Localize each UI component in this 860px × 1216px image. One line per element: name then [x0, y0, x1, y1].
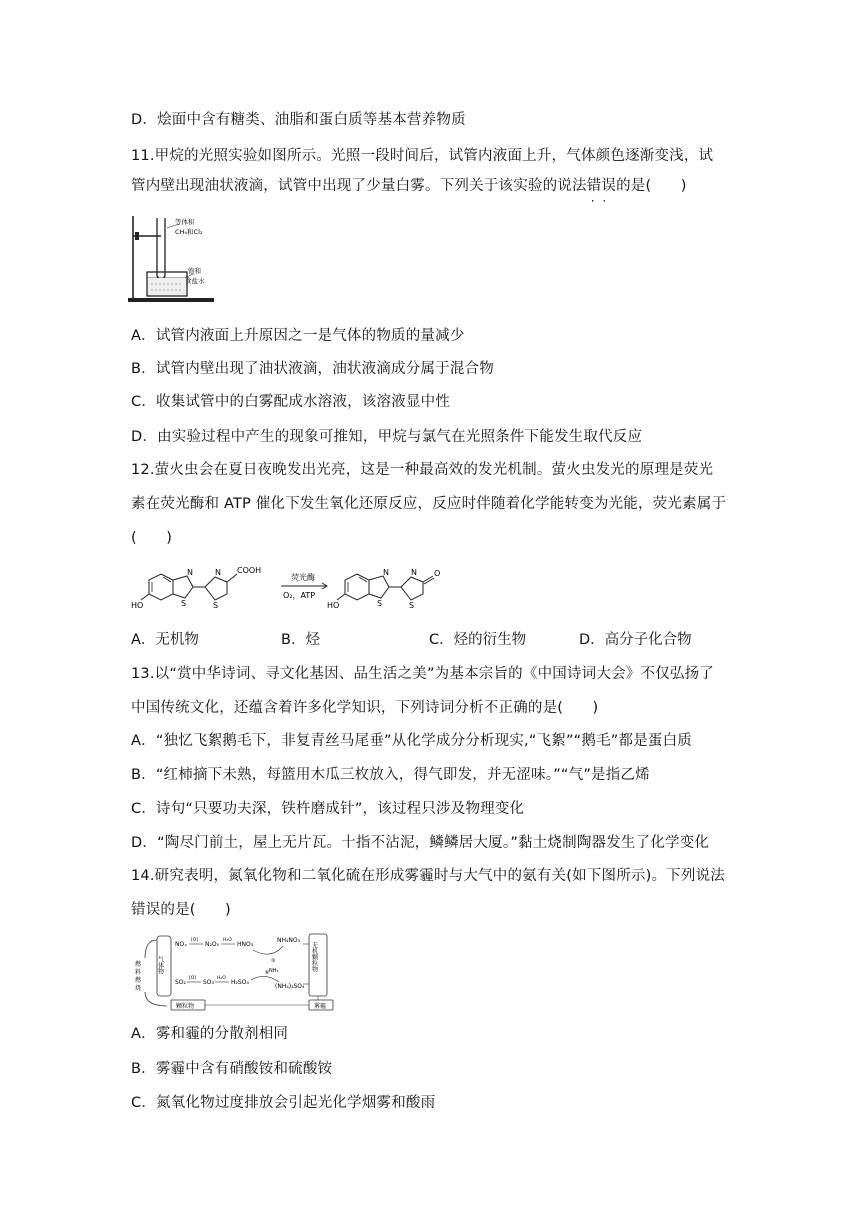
q14-option-b: B．雾霾中含有硝酸铵和硫酸铵 [131, 1061, 333, 1077]
left-n-label-1: N [187, 568, 193, 577]
gas-box-label: 气体物 [156, 956, 164, 974]
enzyme-label: 荧光酶 [291, 573, 315, 582]
q13-stem-line-2: 中国传统文化，还蕴含着许多化学知识，下列诗词分析不正确的是( ) [131, 700, 599, 716]
q12-stem-line-1: 12.萤火虫会在夏日夜晚发出光亮，这是一种最高效的发光机制。萤火虫发光的原理是荧光 [131, 462, 714, 478]
q12-option-d: D．高分子化合物 [579, 632, 692, 648]
cooh-label: COOH [237, 566, 262, 575]
left-ho-label: HO [131, 601, 144, 610]
q12-option-b: B．烃 [281, 632, 320, 648]
side-label-2: 料 [135, 969, 142, 976]
q13-option-a: A．“独忆飞絮鹅毛下，非复青丝马尾垂”从化学成分分析现实,“飞絮”“鹅毛”都是蛋白质 [131, 733, 692, 749]
q12-option-c: C．烃的衍生物 [429, 632, 527, 648]
nh4so4-label: (NH₄)₂SO₄ [275, 983, 305, 990]
left-s-label-1: S [181, 599, 187, 608]
q11-stem-line-1: 11.甲烷的光照实验如图所示。光照一段时间后，试管内液面上升，气体颜色逐渐变浅，试 [131, 148, 714, 164]
right-o-label: O [434, 569, 441, 578]
left-s-label-2: S [213, 601, 219, 610]
circle-3: ③ [271, 958, 276, 964]
n2o5-label: N₂O₅ [205, 941, 220, 948]
so-step2: H₂O [217, 976, 226, 981]
water-label-1: 饱和 [188, 267, 201, 275]
q11-stem-text: 管内壁出现油状液滴，试管中出现了少量白雾。下列关于该实验的说法 [131, 178, 587, 194]
q13-option-d: D．“陶尽门前土，屋上无片瓦。十指不沾泥，鳞鳞居大厦。”黏土烧制陶器发生了化学变化 [131, 835, 710, 851]
so3-label: SO₃ [203, 979, 214, 986]
conditions-label: O₂，ATP [283, 591, 316, 600]
q11-stem-paren: 的是( ) [616, 178, 687, 194]
left-n-label-2: N [215, 568, 221, 577]
inorganic-box-label: 无机颗粒物 [310, 942, 318, 972]
right-s-label-1: S [377, 599, 383, 608]
water-label-2: 食盐水 [185, 277, 205, 285]
nox-label: NOₓ [175, 941, 187, 948]
methane-experiment-figure [127, 212, 219, 304]
side-label-4: 烧 [135, 985, 142, 992]
right-ho-label: HO [327, 601, 340, 610]
q11-stem-line-2 [131, 176, 687, 196]
hno3-label: HNO₃ [237, 941, 254, 948]
gas-label-2: CH₄和Cl₂ [175, 228, 203, 236]
haze-box-label: 雾霾 [314, 1003, 327, 1010]
q11-option-b: B．试管内壁出现了油状液滴，油状液滴成分属于混合物 [131, 361, 494, 377]
q14-stem-line-2: 错误的是( ) [131, 902, 231, 918]
nox-step2: H₂O [223, 938, 232, 943]
q11-option-d: D．由实验过程中产生的现象可推知，甲烷与氯气在光照条件下能发生取代反应 [131, 429, 643, 445]
luciferin-reaction-figure [131, 562, 471, 612]
q12-option-a: A．无机物 [131, 632, 199, 648]
h2so4-label: H₂SO₄ [231, 979, 249, 986]
right-n-label-1: N [383, 568, 389, 577]
q14-option-c: C．氮氧化物过度排放会引起光化学烟雾和酸雨 [131, 1095, 436, 1111]
so2-label: SO₂ [175, 979, 186, 986]
q11-emphasis-word: 错误 · · [587, 178, 616, 194]
gas-label-1: 等体积 [175, 218, 195, 226]
nox-step1: [O] [191, 938, 199, 943]
q11-option-c: C．收集试管中的白雾配成水溶液，该溶液显中性 [131, 394, 451, 410]
q13-option-b: B．“红柿摘下未熟，每篮用木瓜三枚放入，得气即发，并无涩味。”“气”是指乙烯 [131, 767, 650, 783]
q12-stem-line-3: ( ) [131, 530, 173, 546]
nh4no3-label: NH₄NO₃ [277, 937, 301, 944]
q11-option-a: A．试管内液面上升原因之一是气体的物质的量减少 [131, 328, 465, 344]
particle-box-label: 颗粒物 [176, 1003, 195, 1010]
q13-stem-line-1: 13.以“赏中华诗词、寻文化基因、品生活之美”为基本宗旨的《中国诗词大会》不仅弘扬了 [131, 666, 714, 682]
haze-formation-diagram [131, 928, 341, 1014]
side-label-1: 燃 [135, 961, 142, 968]
q14-option-a: A．雾和霾的分散剂相同 [131, 1026, 289, 1042]
right-s-label-2: S [409, 601, 415, 610]
q14-stem-line-1: 14.研究表明，氮氧化物和二氧化硫在形成雾霾时与大气中的氨有关(如下图所示)。下列说法 [131, 868, 725, 884]
so-step1: [O] [189, 976, 197, 981]
q12-stem-line-2: 素在荧光酶和 ATP 催化下发生氧化还原反应，反应时伴随着化学能转变为光能，荧光素属于 [131, 496, 727, 512]
nh3-label: NH₃ [269, 968, 279, 974]
q10-option-d: D．烩面中含有糖类、油脂和蛋白质等基本营养物质 [131, 112, 466, 128]
q13-option-c: C．诗句“只要功夫深，铁杵磨成针”，该过程只涉及物理变化 [131, 801, 525, 817]
side-label-3: 燃 [135, 977, 142, 984]
right-n-label-2: N [411, 568, 417, 577]
circle-6: ⑥ [265, 970, 270, 976]
